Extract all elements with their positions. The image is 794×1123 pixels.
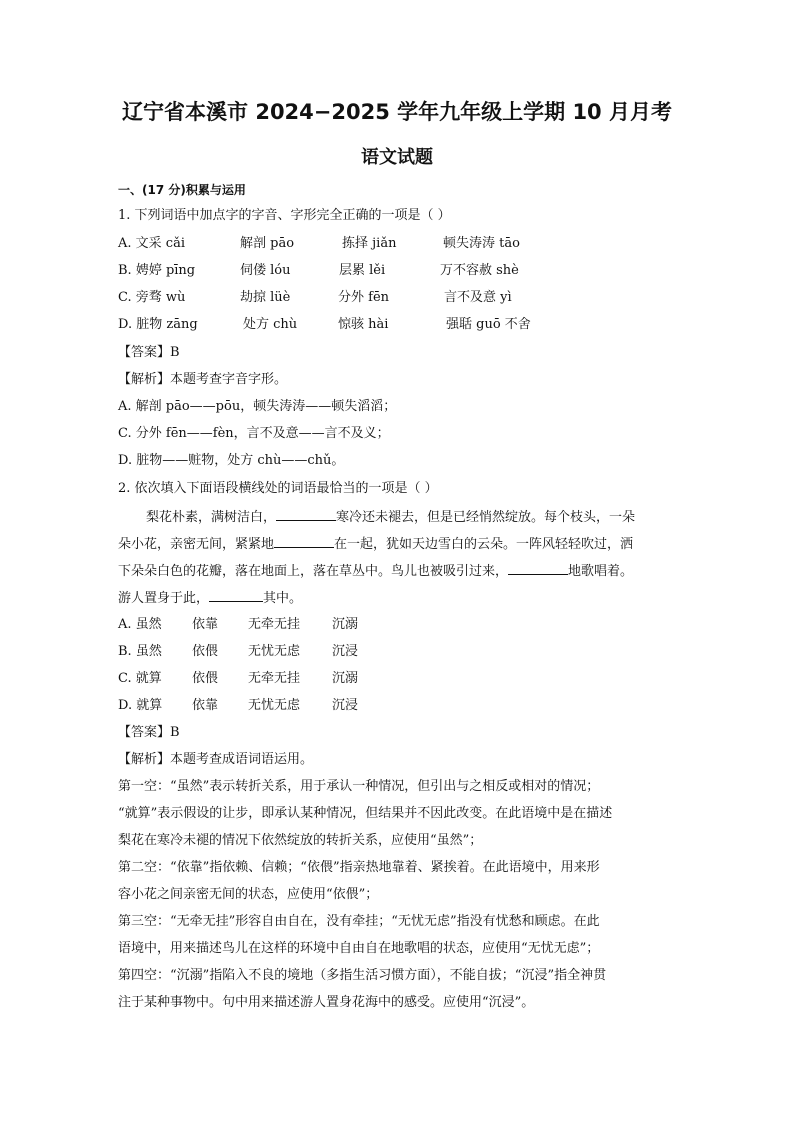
passage-line [118,535,633,554]
question-1-stem: 1. 下列词语中加点字的字音、字形完全正确的一项是（ ） [118,208,451,223]
question-2-analysis-line: 容小花之间亲密无间的状态，应使用“依偎”； [118,887,379,902]
option-item: 无忧无虑 [248,698,301,713]
question-2-answer: 【答案】B [118,725,180,740]
option-label: D. 就算 [118,698,163,713]
question-2-analysis-line: 语境中，用来描述鸟儿在这样的环境中自由自在地歌唱的状态，应使用“无忧无虑”； [118,941,600,956]
question-2-stem: 2. 依次填入下面语段横线处的词语最恰当的一项是（ ） [118,481,438,496]
question-1-analysis-line: D. 脏物——赃物，处方 chù——chǔ。 [118,453,345,468]
fill-blank [508,562,568,575]
question-1-answer: 【答案】B [118,345,180,360]
option-item: 沉溺 [332,671,359,686]
passage-line [118,589,302,608]
option-item: 依偎 [192,671,219,686]
passage-text: 地歌唱着。 [568,564,634,579]
option-item: 万不容赦 shè [440,263,519,278]
option-item: 无忧无虑 [248,644,301,659]
passage-text: 寒冷还未褪去，但是已经悄然绽放。每个枝头，一朵 [336,510,636,525]
question-1-analysis-line: C. 分外 fēn——fèn，言不及意——言不及义； [118,426,390,441]
option-item: 沉浸 [332,644,359,659]
option-item: 沉浸 [332,698,359,713]
question-2-analysis-line: 第二空：“依靠”指依赖、信赖；“依偎”指亲热地靠着、紧挨着。在此语境中，用来形 [118,860,600,875]
question-2-analysis-line: 【解析】本题考查成语词语运用。 [118,752,314,767]
question-2-analysis-line: 第四空：“沉溺”指陷入不良的境地（多指生活习惯方面），不能自拔；“沉浸”指全神贯 [118,968,607,983]
option-item: 惊骇 hài [338,317,389,332]
option-item: 层累 lěi [339,263,386,278]
option-label: C. 就算 [118,671,162,686]
option-item: 无牵无挂 [248,617,301,632]
option-item: 沉溺 [332,617,359,632]
option-item: 依靠 [192,698,219,713]
option-item: 解剖 pāo [240,236,295,251]
passage-line [146,508,635,527]
option-item: 顿失涛涛 tāo [443,236,520,251]
question-2-analysis-line: 第一空：“虽然”表示转折关系，用于承认一种情况，但引出与之相反或相对的情况； [118,779,600,794]
passage-text: 朵小花，亲密无间，紧紧地 [118,537,275,552]
option-label: C. 旁骛 wù [118,290,186,305]
option-item: 依靠 [192,617,219,632]
question-2-analysis-line: 梨花在寒冷未褪的情况下依然绽放的转折关系，应使用“虽然”； [118,833,483,848]
option-item: 依偎 [192,644,219,659]
fill-blank [209,589,263,602]
option-item: 劫掠 lüè [240,290,291,305]
option-item: 伺偻 lóu [240,263,291,278]
option-label: D. 脏物 zāng [118,317,198,332]
passage-text: 在一起，犹如天边雪白的云朵。一阵风轻轻吹过，洒 [334,537,634,552]
section-header: 一、(17 分)积累与运用 [118,183,246,197]
option-item: 言不及意 yì [444,290,512,305]
option-label: B. 虽然 [118,644,162,659]
fill-blank [274,535,334,548]
question-1-analysis-line: 【解析】本题考查字音字形。 [118,372,288,387]
option-label: B. 娉婷 pīng [118,263,196,278]
option-item: 分外 fēn [338,290,390,305]
document-subtitle: 语文试题 [361,147,433,168]
option-item: 无牵无挂 [248,671,301,686]
option-label: A. 虽然 [118,617,162,632]
question-1-analysis-line: A. 解剖 pāo——pōu，顿失涛涛——顿失滔滔； [118,399,397,414]
option-label: A. 文采 cǎi [118,236,185,251]
fill-blank [276,508,336,521]
question-2-analysis-line: “就算”表示假设的让步，即承认某种情况，但结果并不因此改变。在此语境中是在描述 [118,806,613,821]
document-title: 辽宁省本溪市 2024−2025 学年九年级上学期 10 月月考 [122,100,672,124]
passage-text: 其中。 [263,591,303,606]
passage-text: 梨花朴素，满树洁白， [146,510,277,525]
option-item: 处方 chù [243,317,298,332]
passage-line [118,562,633,581]
question-2-analysis-line: 第三空：“无牵无挂”形容自由自在，没有牵挂；“无忧无虑”指没有忧愁和顾虑。在此 [118,914,600,929]
option-item: 强聒 guō 不舍 [446,317,531,332]
passage-text: 下朵朵白色的花瓣，落在地面上，落在草丛中。鸟儿也被吸引过来， [118,564,509,579]
question-2-analysis-line: 注于某种事物中。句中用来描述游人置身花海中的感受。应使用“沉浸”。 [118,995,535,1010]
passage-text: 游人置身于此， [118,591,210,606]
option-item: 拣择 jiǎn [342,236,397,251]
